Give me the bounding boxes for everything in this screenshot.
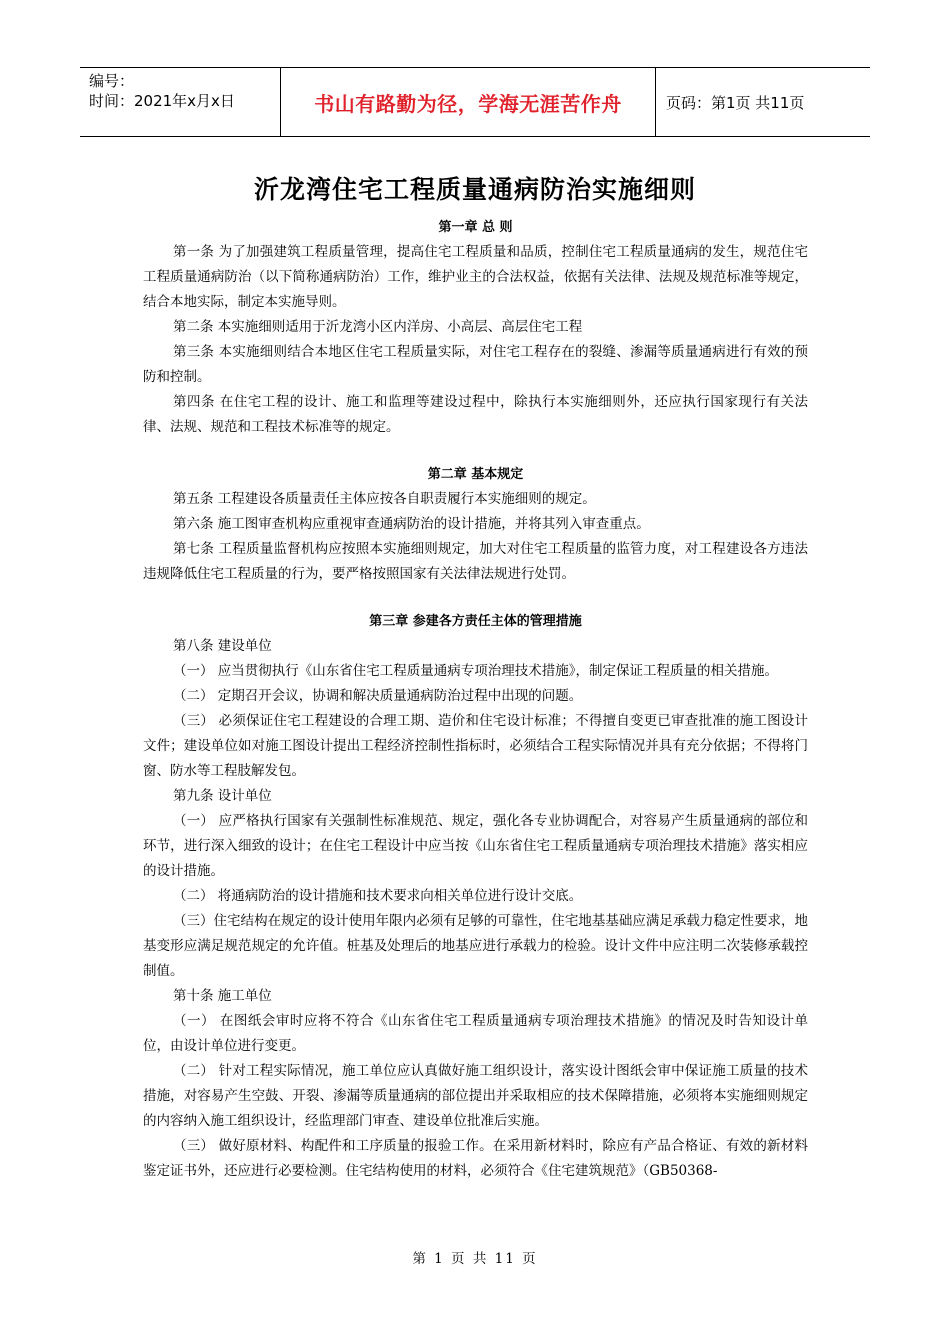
- article-paragraph: 第十条 施工单位: [173, 988, 272, 1004]
- article-paragraph: 第六条 施工图审查机构应重视审查通病防治的设计措施，并将其列入审查重点。: [173, 516, 650, 532]
- section-gap: [143, 440, 808, 462]
- article-paragraph: （三） 做好原材料、构配件和工序质量的报验工作。在采用新材料时，除应有产品合格证、有效的新材料鉴定证书外，还应进行必要检测。住宅结构使用的材料，必须符合《住宅建筑规范》（GB50368-: [143, 1138, 808, 1179]
- article-paragraph: （一） 应严格执行国家有关强制性标准规范、规定，强化各专业协调配合，对容易产生质量通病的部位和环节，进行深入细致的设计；在住宅工程设计中应当按《山东省住宅工程质量通病专项治理技术措施》落实相应的设计措施。: [143, 813, 808, 879]
- article-paragraph: 第四条 在住宅工程的设计、施工和监理等建设过程中，除执行本实施细则外，还应执行国家现行有关法律、法规、规范和工程技术标准等的规定。: [143, 394, 808, 435]
- article-paragraph: （一） 应当贯彻执行《山东省住宅工程质量通病专项治理技术措施》，制定保证工程质量的相关措施。: [173, 663, 779, 679]
- header-time: 时间：2021年x月x日: [89, 92, 235, 110]
- article-paragraph: （一） 在图纸会审时应将不符合《山东省住宅工程质量通病专项治理技术措施》的情况及时告知设计单位，由设计单位进行变更。: [143, 1013, 808, 1054]
- article-paragraph: 第八条 建设单位: [173, 638, 272, 654]
- document-title: 沂龙湾住宅工程质量通病防治实施细则: [253, 175, 696, 204]
- article-paragraph: 第一条 为了加强建筑工程质量管理，提高住宅工程质量和品质，控制住宅工程质量通病的发生，规范住宅工程质量通病防治（以下简称通病防治）工作，维护业主的合法权益，依据有关法律、法规及规范标准等规定，结合本地实际，制定本实施导则。: [143, 244, 808, 310]
- chapter-heading: 第二章 基本规定: [427, 467, 524, 482]
- article-paragraph: 第九条 设计单位: [173, 788, 272, 804]
- article-paragraph: （二） 定期召开会议，协调和解决质量通病防治过程中出现的问题。: [173, 688, 583, 704]
- header-motto: 书山有路勤为径，学海无涯苦作舟: [281, 68, 656, 136]
- page-footer: 第 1 页 共 11 页: [412, 1251, 538, 1267]
- page-header: [80, 67, 870, 137]
- section-gap: [143, 587, 808, 609]
- article-paragraph: （二） 将通病防治的设计措施和技术要求向相关单位进行设计交底。: [173, 888, 583, 904]
- article-paragraph: 第三条 本实施细则结合本地区住宅工程质量实际，对住宅工程存在的裂缝、渗漏等质量通病进行有效的预防和控制。: [143, 344, 808, 385]
- article-paragraph: 第五条 工程建设各质量责任主体应按各自职责履行本实施细则的规定。: [173, 491, 596, 507]
- article-paragraph: （二） 针对工程实际情况，施工单位应认真做好施工组织设计，落实设计图纸会审中保证施工质量的技术措施，对容易产生空鼓、开裂、渗漏等质量通病的部位提出并采取相应的技术保障措施，必须将本实施细则规定的内容纳入施工组织设计，经监理部门审查、建设单位批准后实施。: [143, 1063, 808, 1129]
- header-meta: [80, 68, 281, 136]
- header-number: 编号：: [89, 72, 135, 90]
- chapter-heading: 第三章 参建各方责任主体的管理措施: [369, 614, 582, 629]
- article-paragraph: 第七条 工程质量监督机构应按照本实施细则规定，加大对住宅工程质量的监管力度，对工程建设各方违法违规降低住宅工程质量的行为，要严格按照国家有关法律法规进行处罚。: [143, 541, 808, 582]
- header-page-number: 页码：第1页 共11页: [666, 93, 805, 112]
- document-body: [143, 215, 808, 1184]
- article-paragraph: （三） 必须保证住宅工程建设的合理工期、造价和住宅设计标准；不得擅自变更已审查批准的施工图设计文件；建设单位如对施工图设计提出工程经济控制性指标时，必须结合工程实际情况并具有充分依据；不得将门窗、防水等工程肢解发包。: [143, 713, 808, 779]
- article-paragraph: 第二条 本实施细则适用于沂龙湾小区内洋房、小高层、高层住宅工程: [173, 319, 583, 335]
- chapter-heading: 第一章 总 则: [438, 220, 513, 235]
- article-paragraph: （三）住宅结构在规定的设计使用年限内必须有足够的可靠性，住宅地基基础应满足承载力稳定性要求，地基变形应满足规范规定的允许值。桩基及处理后的地基应进行承载力的检验。设计文件中应注明二次装修承载控制值。: [143, 913, 808, 979]
